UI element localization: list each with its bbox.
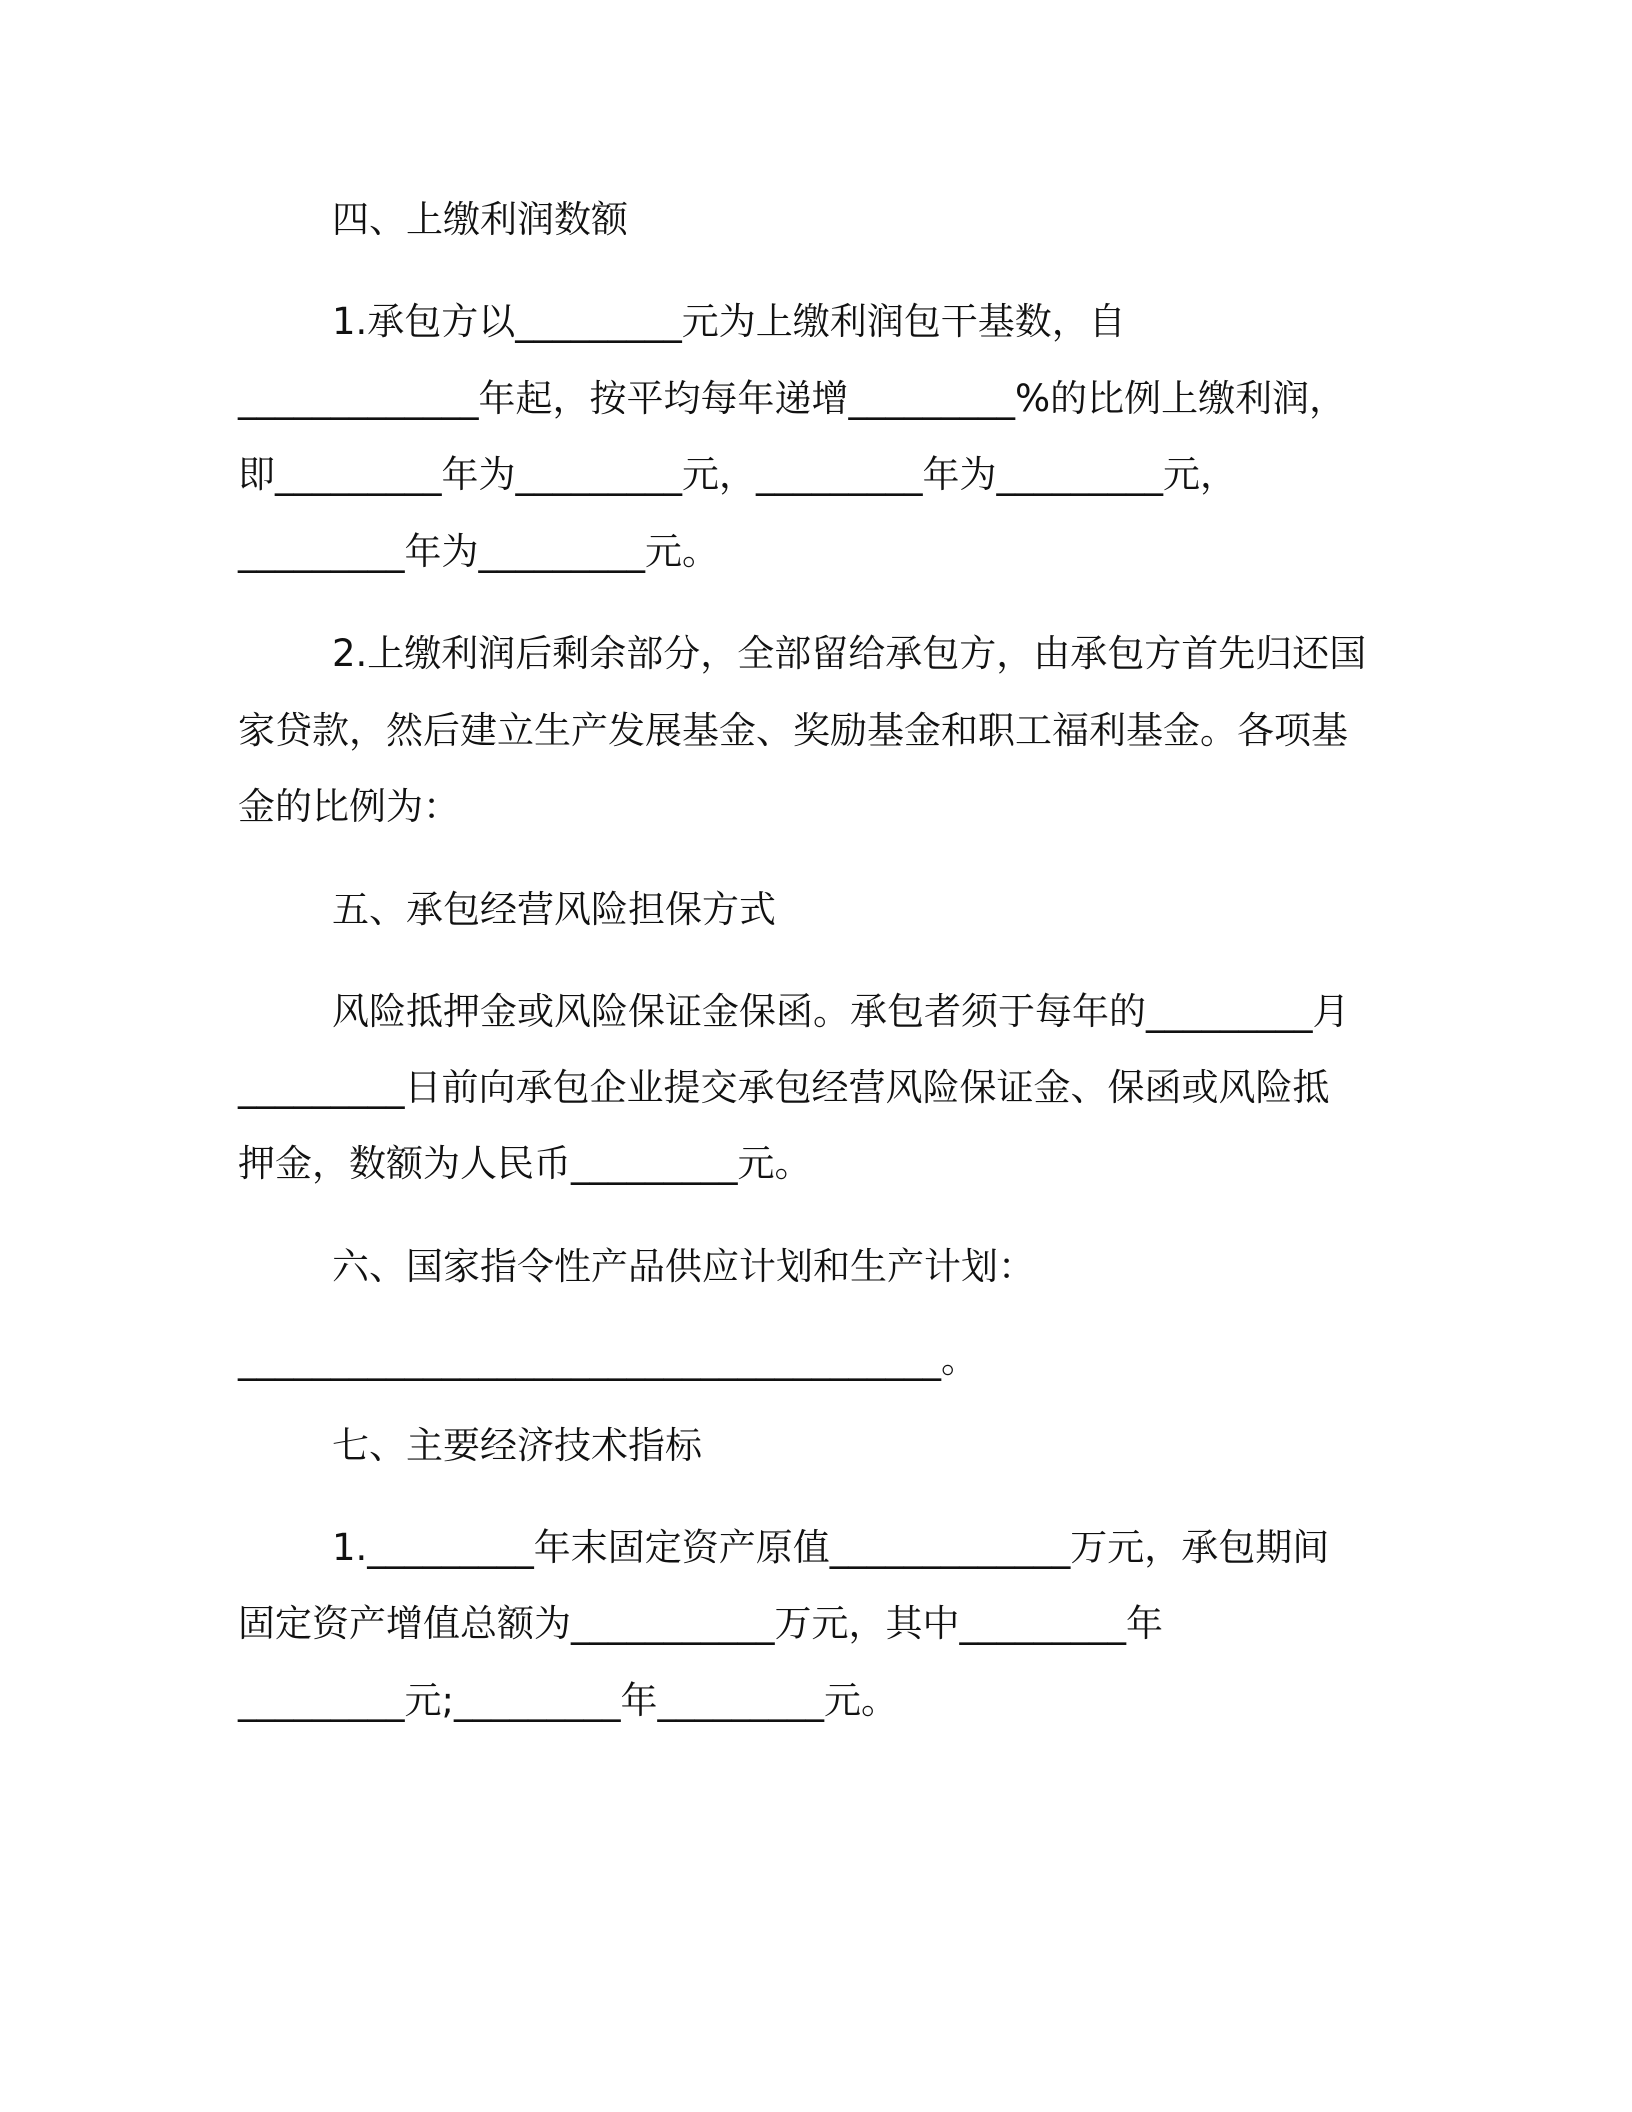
paragraph-line: 1.承包方以_________元为上缴利润包干基数，自 [332, 300, 1126, 343]
fill-in-blank-line: ______________________________________。 [238, 1338, 978, 1381]
paragraph-line: 2.上缴利润后剩余部分，全部留给承包方，由承包方首先归还国 [332, 632, 1367, 675]
paragraph-line: 1._________年末固定资产原值_____________万元，承包期间 [332, 1526, 1330, 1569]
paragraph-line: _____________年起，按平均每年递增_________%的比例上缴利润， [238, 377, 1347, 420]
section-heading-5: 五、承包经营风险担保方式 [332, 888, 776, 931]
section-heading-4: 四、上缴利润数额 [332, 198, 628, 241]
paragraph-line: _________元;_________年_________元。 [238, 1679, 898, 1722]
paragraph-line: _________日前向承包企业提交承包经营风险保证金、保函或风险抵 [238, 1066, 1330, 1109]
paragraph-line: 即_________年为_________元，_________年为_________元， [238, 453, 1237, 496]
paragraph-line: _________年为_________元。 [238, 530, 719, 573]
paragraph-line: 家贷款，然后建立生产发展基金、奖励基金和职工福利基金。各项基 [238, 709, 1348, 752]
section-heading-7: 七、主要经济技术指标 [332, 1424, 702, 1467]
section-heading-6: 六、国家指令性产品供应计划和生产计划： [332, 1245, 1035, 1288]
paragraph-line: 金的比例为： [238, 785, 460, 828]
paragraph-line: 风险抵押金或风险保证金保函。承包者须于每年的_________月 [332, 990, 1350, 1033]
paragraph-line: 押金，数额为人民币_________元。 [238, 1142, 812, 1185]
paragraph-line: 固定资产增值总额为___________万元，其中_________年 [238, 1602, 1163, 1645]
